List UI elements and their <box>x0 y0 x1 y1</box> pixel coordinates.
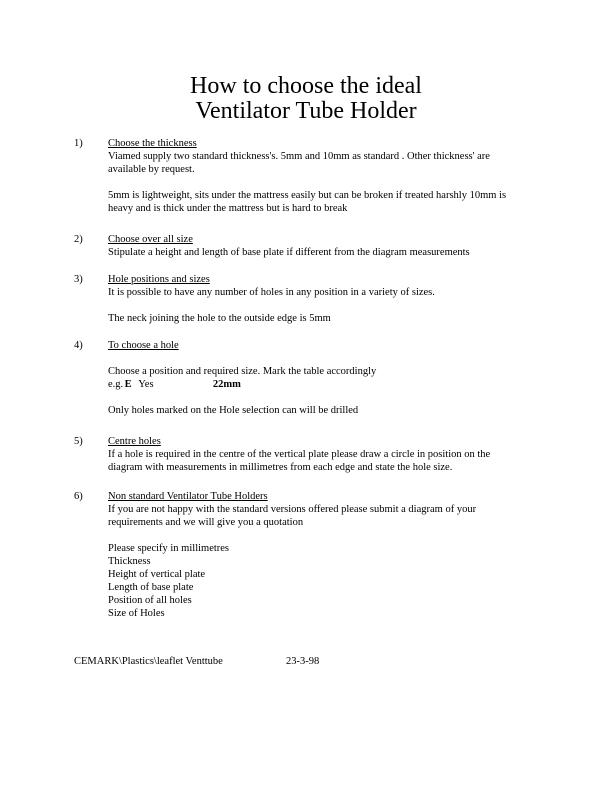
section-body <box>108 435 518 474</box>
spec-list-item: Position of all holes <box>108 595 192 606</box>
section-number: 3) <box>74 274 83 285</box>
section-number: 4) <box>74 340 83 351</box>
text-line: Stipulate a height and length of base plate if different from the diagram measurements <box>108 247 470 258</box>
section-body <box>108 339 518 417</box>
text-line: If a hole is required in the centre of the vertical plate please draw a circle in position on the <box>108 449 491 460</box>
section-number: 5) <box>74 436 83 447</box>
spec-list-item: Length of base plate <box>108 582 194 593</box>
page-title-line-1: How to choose the ideal <box>190 73 422 99</box>
text-line: The neck joining the hole to the outside edge is 5mm <box>108 313 331 324</box>
footer-reference: CEMARK\Plastics\leaflet Venttube <box>74 656 223 667</box>
section-number: 2) <box>74 234 83 245</box>
spec-list-item: Size of Holes <box>108 608 165 619</box>
text-line: diagram with measurements in millimetres from each edge and state the hole size. <box>108 462 453 473</box>
text-line: If you are not happy with the standard versions offered please submit a diagram of your <box>108 504 477 515</box>
section-body <box>108 137 518 215</box>
footer <box>74 655 320 668</box>
text-line: Choose a position and required size. Mark the table accordingly <box>108 366 377 377</box>
text-line: 5mm is lightweight, sits under the mattress easily but can be broken if treated harshly 10mm is <box>108 190 507 201</box>
example-label: e.g. <box>108 379 124 390</box>
section-heading: Hole positions and sizes <box>108 274 210 285</box>
section-body <box>108 233 518 259</box>
spec-list-item: Please specify in millimetres <box>108 543 230 554</box>
text-line: heavy and is thick under the mattress but is hard to break <box>108 203 348 214</box>
example-row <box>108 378 518 391</box>
section-number: 1) <box>74 138 83 149</box>
section-heading: To choose a hole <box>108 340 179 351</box>
section-heading: Choose the thickness <box>108 138 197 149</box>
section-heading: Centre holes <box>108 436 161 447</box>
text-line: Viamed supply two standard thickness's. 5mm and 10mm as standard . Other thickness' are <box>108 151 490 162</box>
text-line: It is possible to have any number of holes in any position in a variety of sizes. <box>108 287 435 298</box>
section-body <box>108 273 518 325</box>
text-line: available by request. <box>108 164 195 175</box>
section-number: 6) <box>74 491 83 502</box>
footer-date: 23-3-98 <box>286 656 320 667</box>
section-body <box>108 490 518 620</box>
spec-list-item: Height of vertical plate <box>108 569 206 580</box>
example-choice: Yes <box>138 379 154 390</box>
example-letter: E <box>124 379 132 390</box>
spec-list-item: Thickness <box>108 556 151 567</box>
text-line: requirements and we will give you a quotation <box>108 517 304 528</box>
section-heading: Non standard Ventilator Tube Holders <box>108 491 268 502</box>
example-size: 22mm <box>212 379 241 390</box>
page-title-line-2: Ventilator Tube Holder <box>195 98 417 124</box>
section-heading: Choose over all size <box>108 234 193 245</box>
text-line: Only holes marked on the Hole selection can will be drilled <box>108 405 359 416</box>
